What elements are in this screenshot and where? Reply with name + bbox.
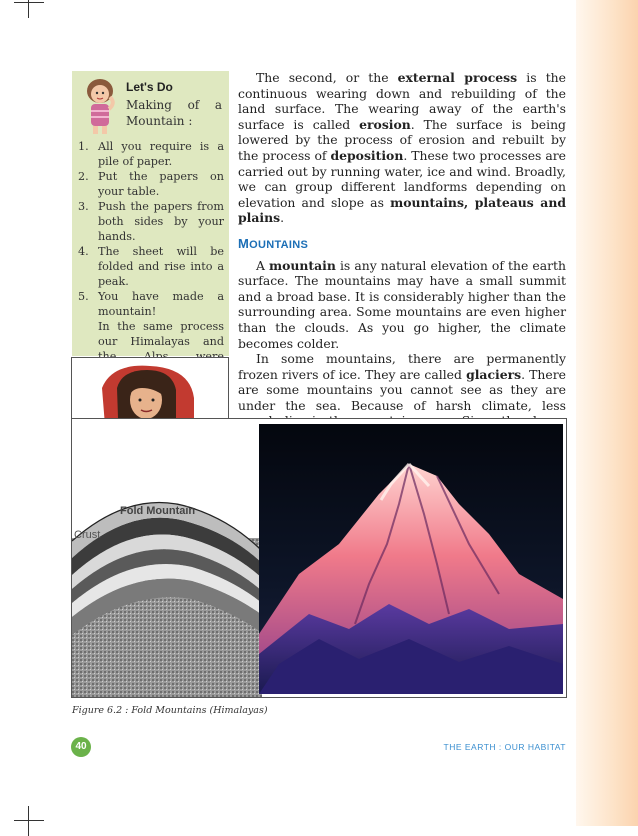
activity-step: 2. Put the papers on your table. — [78, 170, 224, 198]
fold-mountain-label: Fold Mountain — [120, 505, 196, 517]
page-margin-band — [576, 0, 638, 826]
activity-heading: Let's Do — [126, 80, 173, 94]
main-text-column — [238, 70, 566, 445]
crust-label: Crust — [74, 529, 101, 541]
paragraph-glaciers: In some mountains, there are permanently frozen rivers of ice. They are called glaciers. There are some mountains you cannot see as they are under the sea. Because of harsh climate, less — [238, 351, 566, 413]
paragraph-external-process: The second, or the external process is the continuous wearing down and rebuilding of the land surface. The wearing away of the earth's surface is called erosion. The surface is being lowered by the process of erosion and rebuilt by the process of deposition. These two processes are carried out by running water, ice and wind. Broadly, we can group different landforms depending on elevation and slope as mountains, plateaus and plains. — [238, 70, 566, 226]
paragraph-mountain-definition: A mountain is any natural elevation of the earth surface. The mountains may have a small summit and a broad base. It is considerably higher than the surrounding area. Some mountains are even higher than the clouds. As you go higher, the climate becomes colder. — [238, 257, 567, 351]
crop-mark-bottom — [14, 806, 44, 836]
figure-caption: Figure 6.2 : Fold Mountains (Himalayas) — [72, 705, 268, 716]
girl-thinking-icon — [78, 75, 124, 135]
activity-step: 1. All you require is a pile of paper. — [78, 140, 224, 168]
running-head: THE EARTH : OUR HABITAT — [443, 742, 566, 752]
activity-steps — [78, 139, 224, 379]
activity-title-line-2: Mountain : — [126, 114, 193, 128]
activity-title — [126, 97, 222, 129]
himalaya-peak-photo — [259, 424, 563, 694]
section-heading-mountains: MOUNTAINS — [238, 235, 309, 251]
activity-title-line-1: Making of a — [126, 98, 222, 112]
activity-box — [72, 71, 229, 356]
activity-step: 3. Push the papers from both sides by your hands. — [78, 200, 224, 243]
figure-fold-mountains — [71, 418, 567, 698]
crop-mark-top — [14, 0, 44, 18]
page-number: 40 — [71, 737, 91, 757]
activity-step: 5. You have made a mountain! In the same process our Himalayas and — [78, 290, 224, 348]
activity-step: 4. The sheet will be folded and rise into a peak. — [78, 245, 224, 288]
